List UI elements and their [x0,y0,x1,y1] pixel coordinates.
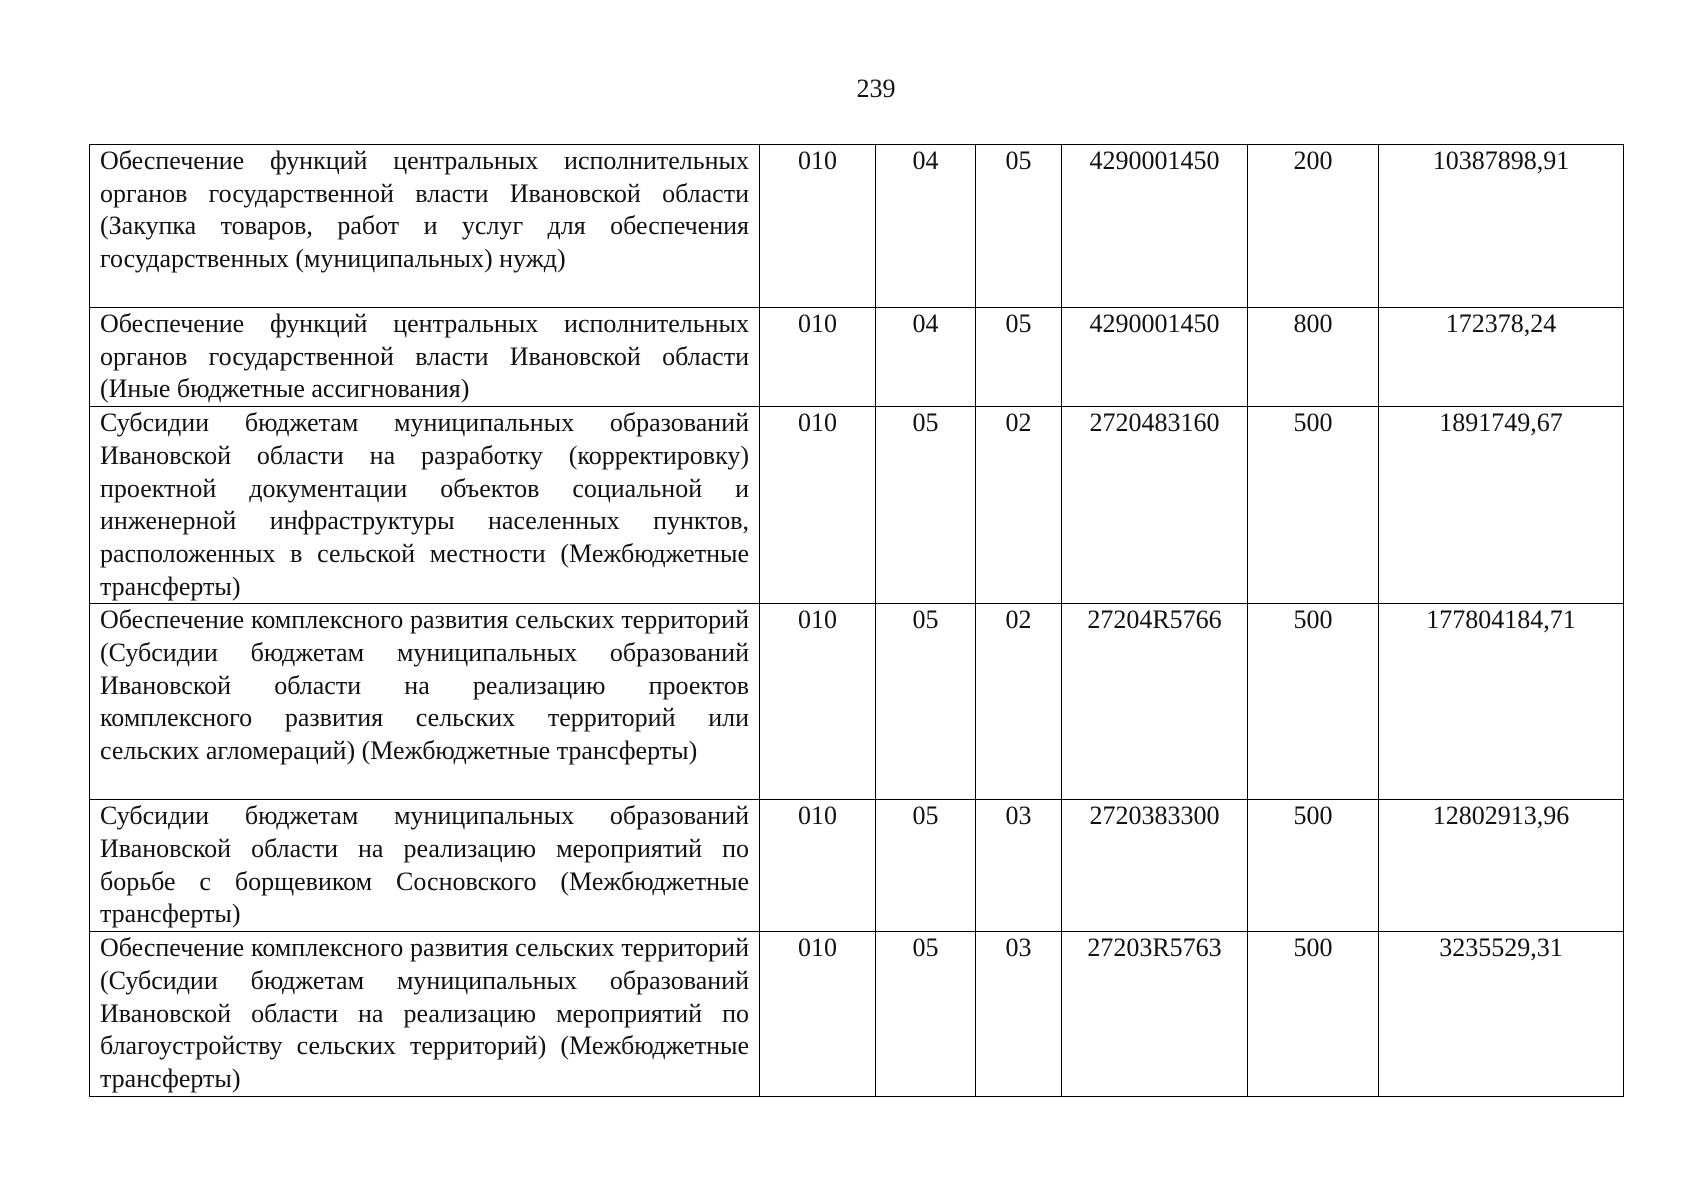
podrazdel-code-cell: 02 [976,407,1062,604]
vr-code-cell: 500 [1248,407,1379,604]
podrazdel-code-cell: 03 [976,932,1062,1097]
table-row [90,308,1624,407]
row-description: Обеспечение комплексного развития сельских территорий (Субсидии бюджетам муниципальных образований Ивановской области на реализацию проектов комплексного развития сельских территорий или сельских агломераций) (Межбюджетные трансферты) [100,605,749,766]
vr-code-cell: 500 [1248,800,1379,932]
vr-code-cell: 500 [1248,932,1379,1097]
razdel-code-cell: 05 [876,407,976,604]
row-description-cell [90,604,760,800]
gp-code-cell: 010 [760,308,876,407]
podrazdel-code-cell: 02 [976,604,1062,800]
razdel-code-cell: 04 [876,145,976,308]
csr-code-cell: 27204R5766 [1062,604,1248,800]
amount-cell: 172378,24 [1379,308,1624,407]
gp-code-cell: 010 [760,800,876,932]
table-row [90,407,1624,604]
amount-cell: 3235529,31 [1379,932,1624,1097]
row-description: Обеспечение функций центральных исполнительных органов государственной власти Ивановской области (Закупка товаров, работ и услуг для обеспечения государственных (муниципальных) нужд) [100,146,749,274]
row-description-cell [90,308,760,407]
table-row [90,800,1624,932]
csr-code-cell: 4290001450 [1062,308,1248,407]
page-number: 239 [856,74,896,103]
podrazdel-code-cell: 03 [976,800,1062,932]
amount-cell: 1891749,67 [1379,407,1624,604]
amount-cell: 10387898,91 [1379,145,1624,308]
gp-code-cell: 010 [760,604,876,800]
table-row [90,604,1624,800]
podrazdel-code-cell: 05 [976,145,1062,308]
table-row [90,932,1624,1097]
amount-cell: 12802913,96 [1379,800,1624,932]
vr-code-cell: 500 [1248,604,1379,800]
razdel-code-cell: 05 [876,604,976,800]
row-description: Обеспечение функций центральных исполнительных органов государственной власти Ивановской области (Иные бюджетные ассигнования) [100,309,749,404]
razdel-code-cell: 04 [876,308,976,407]
row-description-cell [90,932,760,1097]
csr-code-cell: 4290001450 [1062,145,1248,308]
amount-cell: 177804184,71 [1379,604,1624,800]
budget-table [89,144,1624,1097]
table-row [90,145,1624,308]
razdel-code-cell: 05 [876,800,976,932]
vr-code-cell: 800 [1248,308,1379,407]
csr-code-cell: 27203R5763 [1062,932,1248,1097]
vr-code-cell: 200 [1248,145,1379,308]
row-description-cell [90,145,760,308]
row-description: Субсидии бюджетам муниципальных образований Ивановской области на разработку (корректировку) проектной документации объектов социальной и инженерной инфраструктуры населенных пунктов, расположенных в сельской местности (Межбюджетные трансферты) [100,408,749,601]
csr-code-cell: 2720483160 [1062,407,1248,604]
gp-code-cell: 010 [760,407,876,604]
razdel-code-cell: 05 [876,932,976,1097]
gp-code-cell: 010 [760,145,876,308]
podrazdel-code-cell: 05 [976,308,1062,407]
row-description-cell [90,407,760,604]
row-description: Субсидии бюджетам муниципальных образований Ивановской области на реализацию мероприятий по борьбе с борщевиком Сосновского (Межбюджетные трансферты) [100,801,749,929]
gp-code-cell: 010 [760,932,876,1097]
row-description-cell [90,800,760,932]
csr-code-cell: 2720383300 [1062,800,1248,932]
row-description: Обеспечение комплексного развития сельских территорий (Субсидии бюджетам муниципальных образований Ивановской области на реализацию мероприятий по благоустройству сельских территорий) (Межбюджетные трансферты) [100,933,749,1093]
